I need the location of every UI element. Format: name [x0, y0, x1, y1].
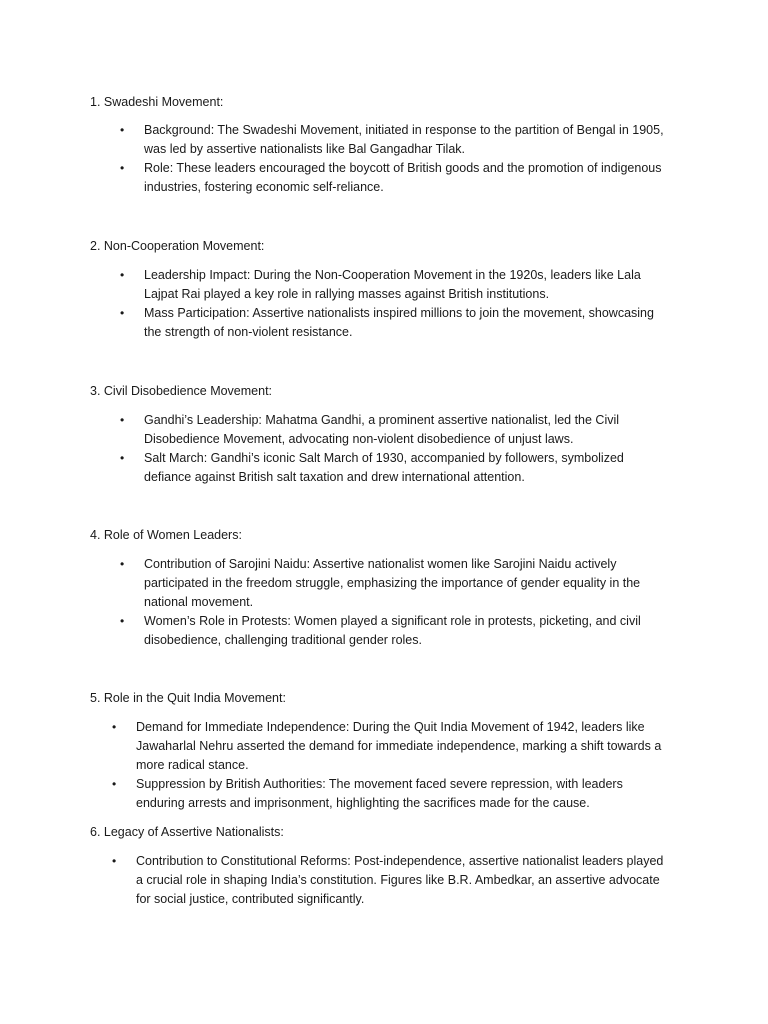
list-item [112, 852, 672, 909]
list-item-text: Mass Participation: Assertive nationalists inspired millions to join the movement, showcasing the strength of non-violent resistance. [144, 306, 654, 339]
section-list-non-cooperation [120, 266, 665, 342]
section-heading-swadeshi: 1. Swadeshi Movement: [90, 95, 224, 109]
bullet-icon: • [112, 854, 117, 868]
section-heading-women-leaders: 4. Role of Women Leaders: [90, 528, 242, 542]
bullet-icon: • [120, 268, 125, 282]
section-list-women-leaders [120, 555, 665, 650]
section-list-civil-disobedience [120, 411, 665, 487]
bullet-icon: • [120, 306, 125, 320]
list-item-text: Suppression by British Authorities: The movement faced severe repression, with leaders enduring arrests and imprisonment, highlighting the sacrifices made for the cause. [136, 777, 623, 810]
section-heading-quit-india: 5. Role in the Quit India Movement: [90, 691, 286, 705]
list-item-text: Demand for Immediate Independence: During the Quit India Movement of 1942, leaders like Jawaharlal Nehru asserted the demand for immediate independence, marking a shift towards a more radical stance. [136, 720, 662, 772]
section-heading-civil-disobedience: 3. Civil Disobedience Movement: [90, 384, 273, 398]
section-list-quit-india [112, 718, 672, 813]
list-item [120, 612, 665, 650]
list-item [112, 718, 672, 775]
list-item-text: Contribution to Constitutional Reforms: Post-independence, assertive nationalist leaders played a crucial role in shaping India’s constitution. Figures like B.R. Ambedkar, an assertive advocate for social justice, contributed significantly. [136, 854, 664, 906]
list-item-text: Women’s Role in Protests: Women played a significant role in protests, picketing, and civil disobedience, challenging traditional gender roles. [144, 614, 641, 647]
bullet-icon: • [112, 777, 117, 791]
list-item-text: Role: These leaders encouraged the boycott of British goods and the promotion of indigenous industries, fostering economic self-reliance. [144, 161, 662, 194]
list-item [120, 449, 665, 487]
section-heading-legacy: 6. Legacy of Assertive Nationalists: [90, 825, 284, 839]
list-item-text: Salt March: Gandhi’s iconic Salt March of 1930, accompanied by followers, symbolized defiance against British salt taxation and drew international attention. [144, 451, 624, 484]
list-item [120, 411, 665, 449]
list-item [120, 121, 665, 159]
list-item-text: Leadership Impact: During the Non-Cooperation Movement in the 1920s, leaders like Lala Lajpat Rai played a key role in rallying masses against British institutions. [144, 268, 641, 301]
list-item [112, 775, 672, 813]
list-item [120, 159, 665, 197]
list-item-text: Background: The Swadeshi Movement, initiated in response to the partition of Bengal in 1905, was led by assertive nationalists like Bal Gangadhar Tilak. [144, 123, 664, 156]
section-list-legacy [112, 852, 672, 909]
list-item [120, 266, 665, 304]
bullet-icon: • [120, 451, 125, 465]
section-heading-non-cooperation: 2. Non-Cooperation Movement: [90, 239, 265, 253]
list-item [120, 555, 665, 612]
bullet-icon: • [120, 557, 125, 571]
list-item-text: Gandhi’s Leadership: Mahatma Gandhi, a prominent assertive nationalist, led the Civil Disobedience Movement, advocating non-violent disobedience of unjust laws. [144, 413, 620, 446]
bullet-icon: • [120, 614, 125, 628]
bullet-icon: • [120, 413, 125, 427]
section-list-swadeshi [120, 121, 665, 197]
list-item [120, 304, 665, 342]
bullet-icon: • [120, 123, 125, 137]
list-item-text: Contribution of Sarojini Naidu: Assertive nationalist women like Sarojini Naidu actively participated in the freedom struggle, emphasizing the importance of gender equality in the national movement. [144, 557, 641, 609]
bullet-icon: • [120, 161, 125, 175]
bullet-icon: • [112, 720, 117, 734]
